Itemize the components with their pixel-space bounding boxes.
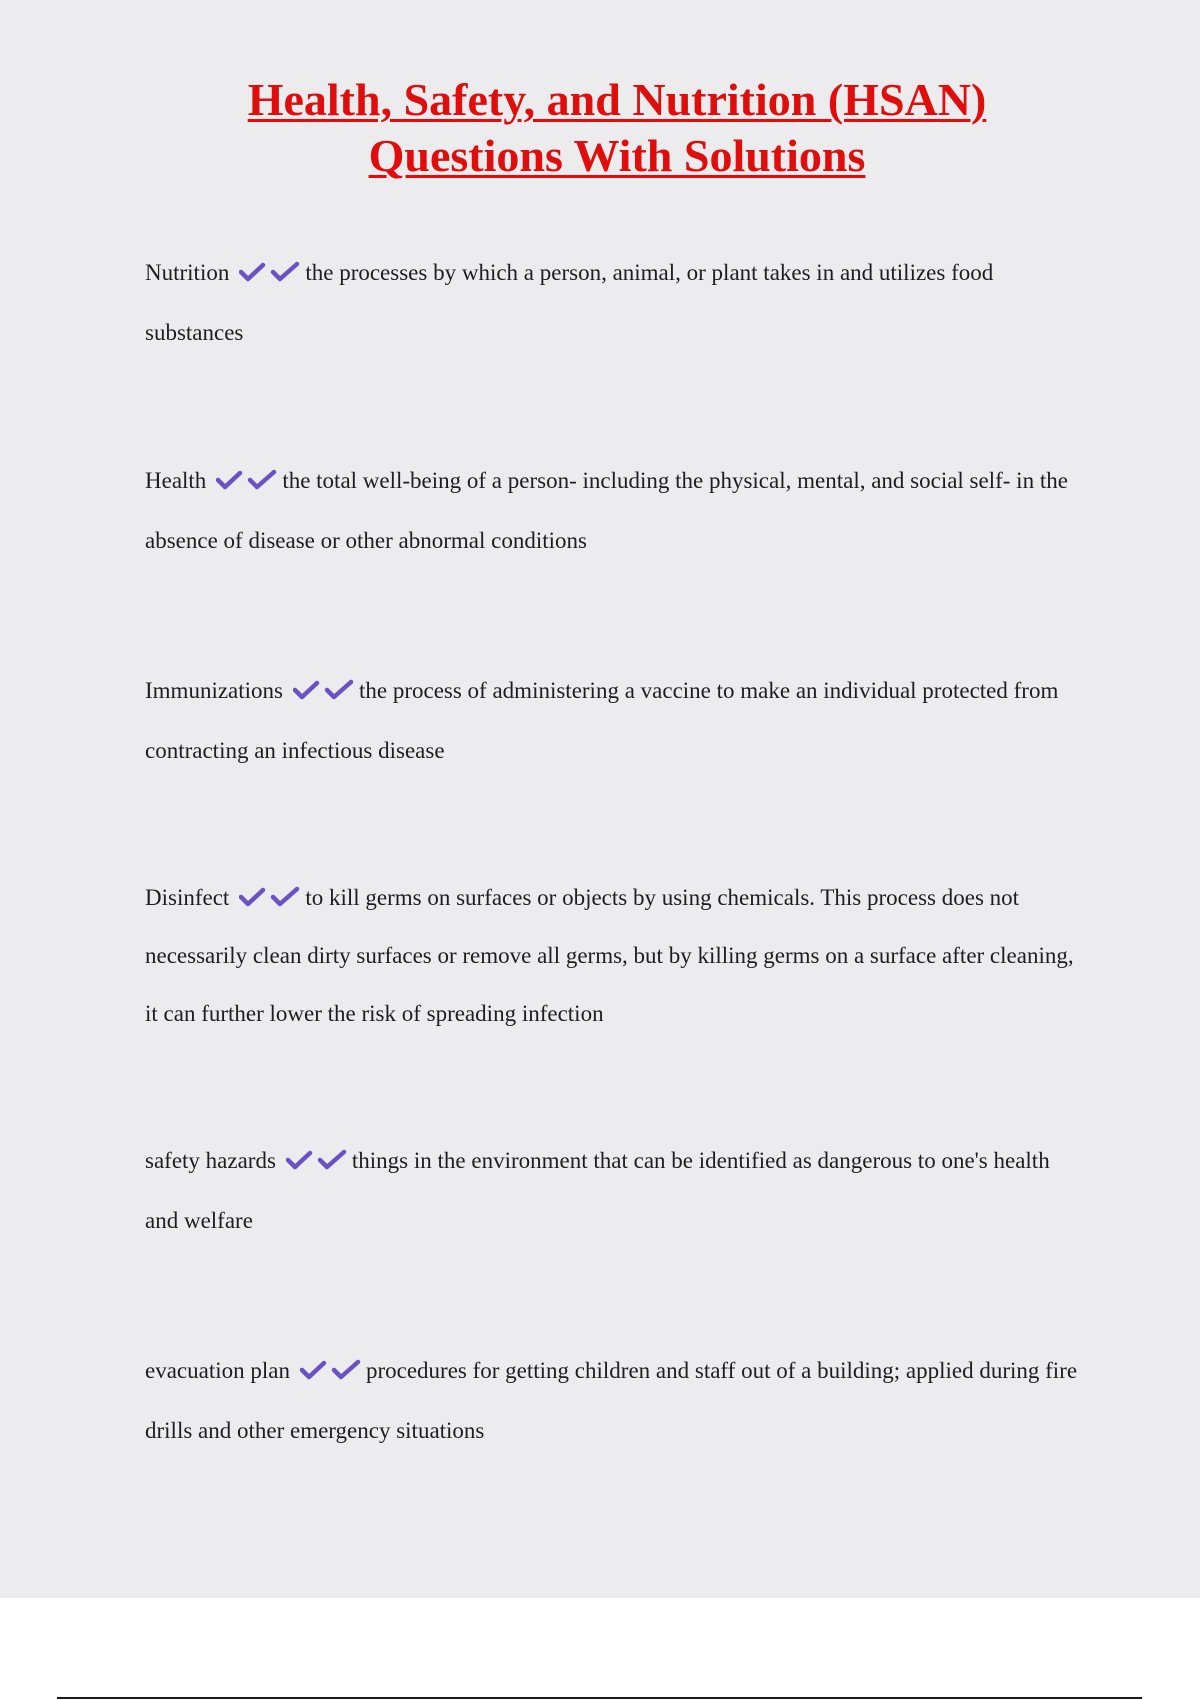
double-checkmark-icon (286, 1149, 348, 1171)
double-checkmark-icon (216, 469, 278, 491)
term: Disinfect (145, 885, 230, 910)
term: Nutrition (145, 260, 230, 285)
title-line-1: Health, Safety, and Nutrition (HSAN) (247, 74, 987, 125)
qa-entry-health (145, 451, 1085, 571)
title-line-2: Questions With Solutions (368, 130, 866, 181)
term: Health (145, 468, 207, 493)
definition: the total well-being of a person- including the physical, mental, and social self- in the absence of disease or other abnormal conditions (145, 468, 1068, 553)
qa-entry-safety-hazards (145, 1131, 1085, 1251)
qa-text (145, 1341, 1085, 1461)
qa-text (145, 661, 1085, 781)
footer-divider (57, 1697, 1142, 1699)
double-checkmark-icon (239, 261, 301, 283)
double-checkmark-icon (239, 886, 301, 908)
double-checkmark-icon (300, 1359, 362, 1381)
qa-entry-nutrition (145, 243, 1085, 363)
double-checkmark-icon (293, 679, 355, 701)
page-title (0, 72, 1200, 184)
qa-text (145, 451, 1085, 571)
qa-text (145, 1131, 1085, 1251)
term: evacuation plan (145, 1358, 290, 1383)
qa-entry-immunizations (145, 661, 1085, 781)
definition: procedures for getting children and staff out of a building; applied during fire drills and other emergency situations (145, 1358, 1078, 1443)
definition: the processes by which a person, animal, or plant takes in and utilizes food substances (145, 260, 994, 345)
qa-text (145, 243, 1085, 363)
term: safety hazards (145, 1148, 276, 1173)
definition: to kill germs on surfaces or objects by using chemicals. This process does not necessarily clean dirty surfaces or remove all germs, but by killing germs on a surface after cleaning, it can further lower the risk of spreading infection (145, 885, 1074, 1026)
qa-text (145, 869, 1085, 1043)
term: Immunizations (145, 678, 283, 703)
definition: things in the environment that can be identified as dangerous to one's health and welfare (145, 1148, 1050, 1233)
definition: the process of administering a vaccine to make an individual protected from contracting an infectious disease (145, 678, 1059, 763)
qa-entry-evacuation-plan (145, 1341, 1085, 1461)
qa-entry-disinfect (145, 869, 1085, 1043)
